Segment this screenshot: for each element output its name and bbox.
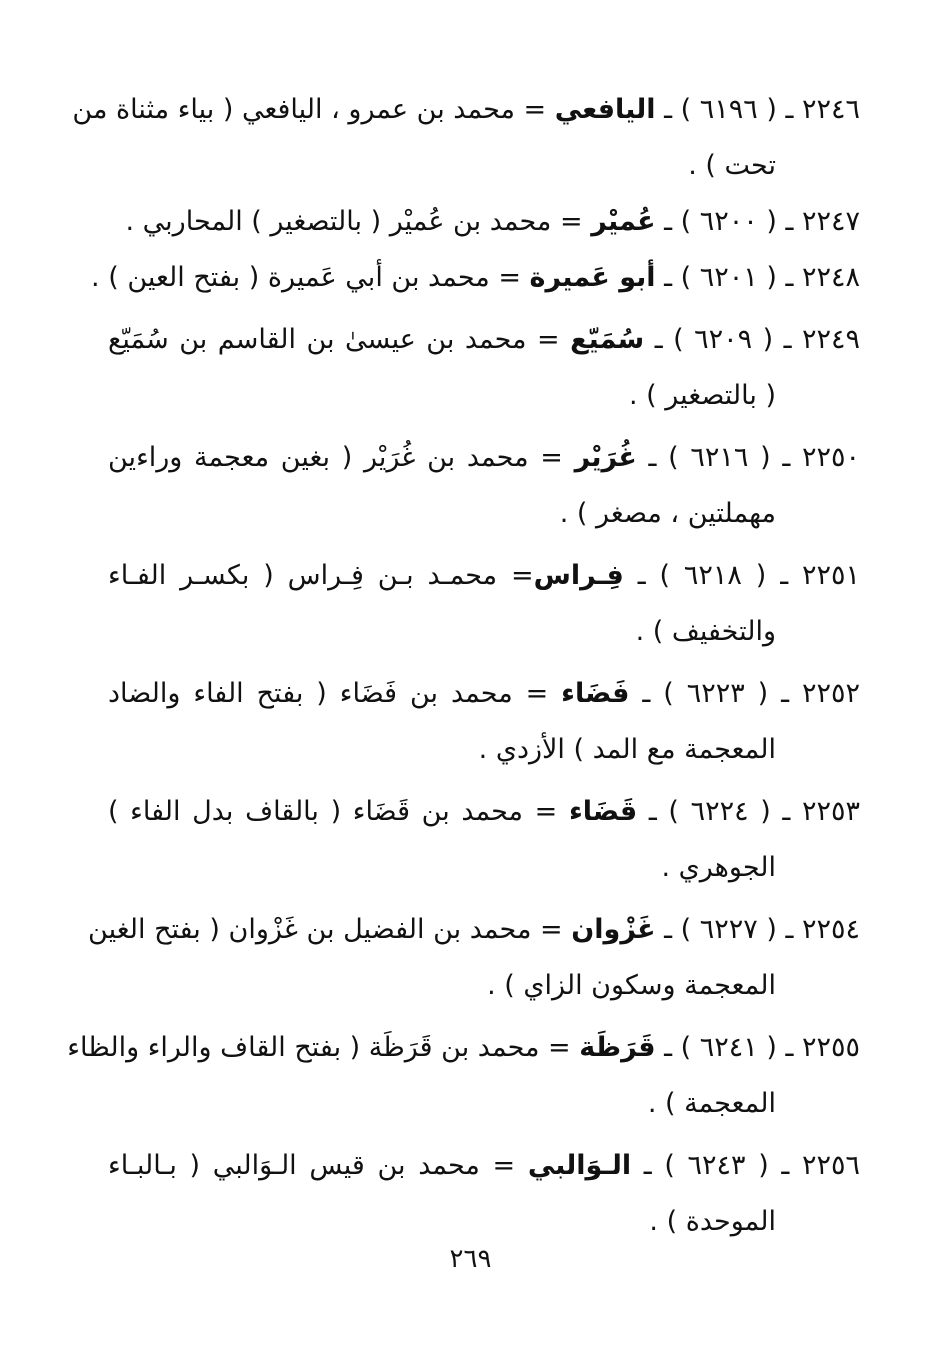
entry-continuation: المعجمة وسكون الزاي ) . [487, 970, 776, 1001]
entry-text: = محمد بن قيس الـوَالبي ( بـالبـاء [108, 1150, 516, 1181]
entry-number: ٢٢٥٦ [802, 1150, 861, 1181]
entry-reference: ( ٦١٩٦ ) [680, 94, 777, 125]
entry-number: ٢٢٤٩ [801, 324, 860, 355]
entry-2246 [72, 82, 860, 194]
entry-line: ٢٢٤٨ ـ ( ٦٢٠١ ) ـ أبو عَميرة = محمد بن أبي عَميرة ( بفتح العين ) . [91, 262, 860, 293]
entry-reference: ( ٦٢٠٩ ) [673, 324, 774, 355]
entry-line: ٢٢٥٥ ـ ( ٦٢٤١ ) ـ قَرَظَة = محمد بن قَرَظَة ( بفتح القاف والراء والظاء [67, 1032, 860, 1063]
entry-text: = محمد بن الفضيل بن غَزْوان ( بفتح الغين [88, 914, 563, 945]
entry-number: ٢٢٥١ [802, 560, 861, 591]
entry-line: ٢٢٤٦ ـ ( ٦١٩٦ ) ـ اليافعي = محمد بن عمرو ، اليافعي ( بياء مثناة من [72, 94, 860, 125]
entry-continuation: الموحدة ) . [649, 1206, 776, 1237]
entry-text: = محمد بن قَضَاء ( بالقاف بدل الفاء ) [108, 796, 558, 827]
entry-reference: ( ٦٢٤١ ) [680, 1032, 777, 1063]
entry-number: ٢٢٥٢ [801, 678, 860, 709]
entry-2247 [108, 194, 860, 250]
entry-2252 [108, 666, 860, 778]
entry-reference: ( ٦٢٢٤ ) [668, 796, 771, 827]
entry-continuation: ( بالتصغير ) . [629, 380, 776, 411]
entry-name: غَزْوان [571, 914, 656, 945]
entry-number: ٢٢٤٦ [801, 94, 860, 125]
entry-number: ٢٢٥٥ [801, 1032, 860, 1063]
entry-2256 [108, 1138, 860, 1250]
entry-continuation: المعجمة ) . [647, 1088, 776, 1119]
entry-continuation: تحت ) . [688, 150, 776, 181]
entry-text: = محمد بن غُرَيْر ( بغين معجمة وراءين [108, 442, 563, 473]
entry-2250 [108, 430, 860, 542]
entry-2253 [108, 784, 860, 896]
entry-2255 [67, 1020, 860, 1132]
entry-text: = محمد بن عُميْر ( بالتصغير ) المحاربي . [125, 206, 583, 237]
entry-number: ٢٢٤٨ [801, 262, 860, 293]
entry-name: أبو عَميرة [529, 262, 656, 293]
entry-line: ٢٢٤٩ ـ ( ٦٢٠٩ ) ـ سُمَيّع = محمد بن عيسىٰ بن القاسم بن سُمَيّع [108, 324, 860, 355]
entry-continuation: والتخفيف ) . [635, 616, 776, 647]
entry-line: ٢٢٥٠ ـ ( ٦٢١٦ ) ـ غُرَيْر = محمد بن غُرَيْر ( بغين معجمة وراءين [108, 442, 861, 473]
entry-name: غُرَيْر [574, 442, 637, 473]
entry-continuation: الجوهري . [661, 852, 776, 883]
entry-line: ٢٢٥٦ ـ ( ٦٢٤٣ ) ـ الـوَالبي = محمد بن قيس الـوَالبي ( بـالبـاء [108, 1150, 861, 1181]
entry-reference: ( ٦٢٠٠ ) [680, 206, 777, 237]
entry-text: = محمد بن أبي عَميرة ( بفتح العين ) . [91, 262, 521, 293]
entry-2251 [108, 548, 860, 660]
entry-reference: ( ٦٢٠١ ) [680, 262, 777, 293]
entry-2249 [108, 312, 860, 424]
entry-line: ٢٢٥١ ـ ( ٦٢١٨ ) ـ فِـراس= محمـد بـن فِـراس ( بكسـر الفـاء [108, 560, 861, 591]
entry-number: ٢٢٤٧ [801, 206, 860, 237]
entry-list [67, 82, 861, 1250]
page-number: ٢٦٩ [449, 1244, 492, 1274]
entry-name: فَضَاء [561, 678, 630, 709]
entry-name: الـوَالبي [527, 1150, 632, 1181]
entry-name: اليافعي [554, 94, 656, 125]
entry-text: = محمد بن قَرَظَة ( بفتح القاف والراء والظاء [67, 1032, 571, 1063]
entry-name: قَضَاء [568, 796, 638, 827]
entry-name: سُمَيّع [570, 324, 645, 355]
entry-reference: ( ٦٢٤٣ ) [664, 1150, 769, 1181]
entry-text: = محمد بن عيسىٰ بن القاسم بن سُمَيّع [108, 324, 560, 355]
entry-text: = محمد بن عمرو ، اليافعي ( بياء مثناة من [72, 94, 547, 125]
entry-reference: ( ٦٢١٨ ) [659, 560, 767, 591]
entry-line: ٢٢٥٤ ـ ( ٦٢٢٧ ) ـ غَزْوان = محمد بن الفضيل بن غَزْوان ( بفتح الغين [88, 914, 860, 945]
entry-continuation: مهملتين ، مصغر ) . [559, 498, 776, 529]
entry-reference: ( ٦٢١٦ ) [668, 442, 771, 473]
entry-number: ٢٢٥٤ [801, 914, 860, 945]
entry-text: = محمد بن فَضَاء ( بفتح الفاء والضاد [108, 678, 549, 709]
entry-line: ٢٢٥٣ ـ ( ٦٢٢٤ ) ـ قَضَاء = محمد بن قَضَاء ( بالقاف بدل الفاء ) [108, 796, 860, 827]
entry-name: عُميْر [591, 206, 656, 237]
entry-text: = محمـد بـن فِـراس ( بكسـر الفـاء [108, 560, 534, 591]
entry-line: ٢٢٥٢ ـ ( ٦٢٢٣ ) ـ فَضَاء = محمد بن فَضَاء ( بفتح الفاء والضاد [108, 678, 860, 709]
entry-2254 [88, 902, 860, 1014]
entry-name: فِـراس [533, 560, 624, 591]
entry-2248 [91, 250, 860, 306]
entry-number: ٢٢٥٣ [801, 796, 860, 827]
entry-number: ٢٢٥٠ [802, 442, 861, 473]
entry-name: قَرَظَة [579, 1032, 656, 1063]
entry-reference: ( ٦٢٢٧ ) [680, 914, 777, 945]
entry-reference: ( ٦٢٢٣ ) [663, 678, 769, 709]
entry-line: ٢٢٤٧ ـ ( ٦٢٠٠ ) ـ عُميْر = محمد بن عُميْر ( بالتصغير ) المحاربي . [125, 206, 860, 237]
entry-continuation: المعجمة مع المد ) الأزدي . [478, 734, 776, 765]
